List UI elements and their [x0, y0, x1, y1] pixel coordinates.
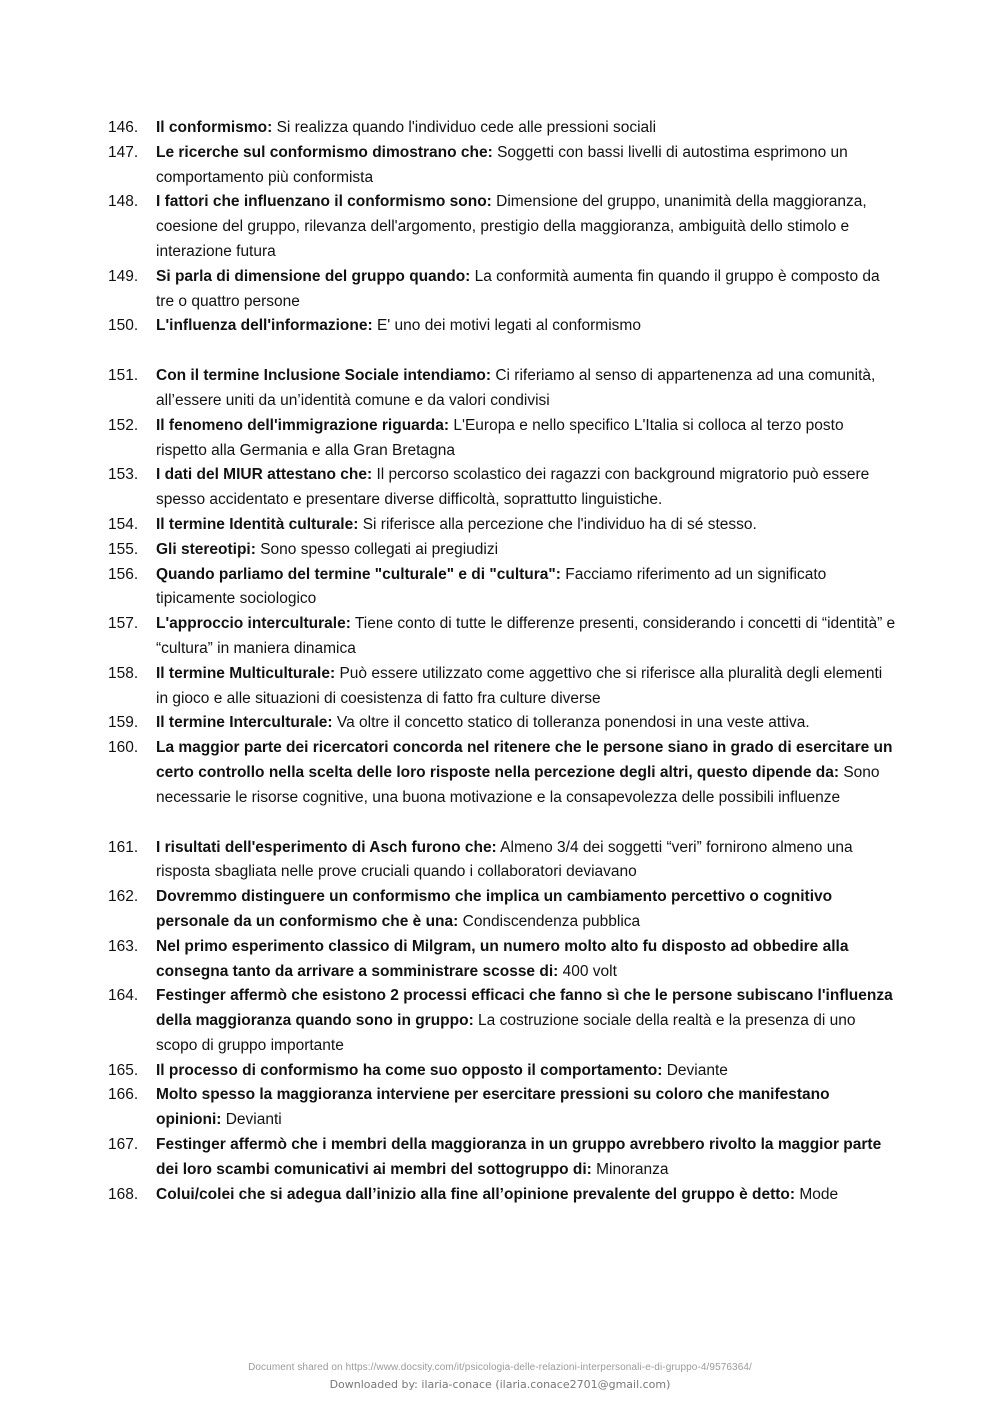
item-text	[156, 1133, 898, 1183]
item-question: Colui/colei che si adegua dall’inizio alla fine all’opinione prevalente del gruppo è detto:	[156, 1185, 796, 1203]
item-text	[156, 711, 898, 736]
list-item	[108, 984, 898, 1058]
item-answer: Mode	[795, 1185, 839, 1203]
item-question: La maggior parte dei ricercatori concorda nel ritenere che le persone siano in grado di esercitare un certo controllo nella scelta delle loro risposte nella percezione degli altri, questo dipende da:	[156, 739, 893, 781]
item-number: 154.	[108, 515, 139, 533]
list-item	[108, 1133, 898, 1183]
list-item	[108, 662, 898, 712]
item-number: 149.	[108, 267, 139, 285]
item-number: 159.	[108, 714, 139, 732]
item-answer: Minoranza	[591, 1160, 669, 1178]
item-question: I dati del MIUR attestano che:	[156, 466, 373, 484]
item-number: 165.	[108, 1061, 139, 1079]
item-answer: Va oltre il concetto statico di tolleranza ponendosi in una veste attiva.	[332, 714, 810, 732]
item-answer: Può essere utilizzato come aggettivo che si riferisce alla pluralità degli elementi in gioco e alle situazioni di coesistenza di fatto fra culture diverse	[156, 664, 883, 707]
item-text	[156, 538, 898, 563]
list-item	[108, 414, 898, 464]
question-answer-list	[108, 116, 898, 1207]
item-text	[156, 116, 898, 141]
item-text	[156, 314, 898, 339]
footer-shared-notice: Document shared on https://www.docsity.com/it/psicologia-delle-relazioni-interpersonali-e-di-gruppo-4/9576364/	[248, 1362, 752, 1373]
item-number: 153.	[108, 466, 139, 484]
item-text	[156, 885, 898, 935]
item-number: 158.	[108, 664, 139, 682]
item-text	[156, 1183, 898, 1208]
item-answer: Il percorso scolastico dei ragazzi con background migratorio può essere spesso accidentato e presentare diverse difficoltà, soprattutto linguistiche.	[156, 466, 870, 509]
item-question: L'influenza dell'informazione:	[156, 317, 373, 335]
item-number: 147.	[108, 143, 139, 161]
list-item	[108, 463, 898, 513]
item-number: 148.	[108, 193, 139, 211]
item-answer: Ci riferiamo al senso di appartenenza ad una comunità, all’essere uniti da un’identità comune e da valori condivisi	[156, 367, 876, 409]
item-text	[156, 935, 898, 985]
list-item	[108, 513, 898, 538]
item-text	[156, 364, 898, 414]
item-number: 161.	[108, 838, 139, 856]
footer-downloaded-notice: Downloaded by: ilaria-conace (ilaria.conace2701@gmail.com)	[329, 1378, 671, 1391]
list-item	[108, 935, 898, 985]
item-question: Il termine Multiculturale:	[156, 664, 336, 682]
item-answer: 400 volt	[558, 962, 617, 980]
list-item	[108, 885, 898, 935]
item-answer: Sono spesso collegati ai pregiudizi	[255, 540, 499, 558]
list-item	[108, 265, 898, 315]
item-answer: Condiscendenza pubblica	[458, 912, 641, 930]
item-question: Le ricerche sul conformismo dimostrano che:	[156, 143, 493, 161]
item-question: I fattori che influenzano il conformismo sono:	[156, 193, 492, 211]
item-question: Festinger affermò che i membri della maggioranza in un gruppo avrebbero rivolto la maggior parte dei loro scambi comunicativi ai membri del sottogruppo di:	[156, 1136, 882, 1178]
item-text	[156, 513, 898, 538]
item-number: 166.	[108, 1086, 139, 1104]
list-item	[108, 711, 898, 736]
item-text	[156, 563, 898, 613]
list-item	[108, 116, 898, 141]
item-text	[156, 662, 898, 712]
list-item	[108, 1059, 898, 1084]
item-number: 167.	[108, 1136, 139, 1154]
list-item	[108, 1183, 898, 1208]
item-number: 146.	[108, 119, 139, 136]
item-text	[156, 612, 898, 662]
list-item	[108, 736, 898, 810]
item-answer: E' uno dei motivi legati al conformismo	[372, 317, 641, 335]
item-answer: L'Europa e nello specifico L'Italia si colloca al terzo posto rispetto alla Germania e alla Gran Bretagna	[156, 416, 844, 459]
item-text	[156, 984, 898, 1058]
item-answer: Si realizza quando l'individuo cede alle pressioni sociali	[272, 119, 657, 136]
item-text	[156, 1083, 898, 1133]
item-answer: Facciamo riferimento ad un significato tipicamente sociologico	[156, 565, 827, 608]
item-question: Dovremmo distinguere un conformismo che implica un cambiamento percettivo o cognitivo personale da un conformismo che è una:	[156, 888, 833, 930]
item-answer: Almeno 3/4 dei soggetti “veri” fornirono almeno una risposta sbagliata nelle prove cruciali quando i collaboratori deviavano	[156, 838, 853, 881]
item-question: Con il termine Inclusione Sociale intendiamo:	[156, 367, 492, 385]
item-number: 157.	[108, 615, 139, 633]
item-question: Molto spesso la maggioranza interviene per esercitare pressioni su coloro che manifestano opinioni:	[156, 1086, 830, 1129]
item-number: 163.	[108, 937, 139, 955]
item-question: Festinger affermò che esistono 2 processi efficaci che fanno sì che le persone subiscano l'influenza della maggioranza quando sono in gruppo:	[156, 987, 893, 1030]
item-text	[156, 414, 898, 464]
item-text	[156, 190, 898, 264]
item-question: Quando parliamo del termine "culturale" e di "cultura":	[156, 565, 561, 583]
list-item	[108, 141, 898, 191]
list-item	[108, 314, 898, 339]
item-question: Il termine Interculturale:	[156, 714, 333, 732]
list-item	[108, 836, 898, 886]
item-question: Il termine Identità culturale:	[156, 515, 359, 533]
item-text	[156, 736, 898, 810]
item-answer: Soggetti con bassi livelli di autostima esprimono un comportamento più conformista	[156, 143, 848, 186]
item-number: 150.	[108, 317, 139, 335]
list-item	[108, 190, 898, 264]
item-number: 152.	[108, 416, 139, 434]
item-question: Il fenomeno dell'immigrazione riguarda:	[156, 416, 450, 434]
item-number: 155.	[108, 540, 139, 558]
list-item	[108, 538, 898, 563]
item-answer: La conformità aumenta fin quando il gruppo è composto da tre o quattro persone	[156, 267, 880, 310]
item-question: Il processo di conformismo ha come suo opposto il comportamento:	[156, 1061, 663, 1079]
item-number: 162.	[108, 888, 139, 906]
list-item	[108, 563, 898, 613]
item-number: 164.	[108, 987, 139, 1005]
item-answer: La costruzione sociale della realtà e la presenza di uno scopo di gruppo importante	[156, 1012, 856, 1054]
item-number: 156.	[108, 565, 139, 583]
list-item	[108, 364, 898, 414]
item-number: 168.	[108, 1185, 139, 1203]
item-text	[156, 265, 898, 315]
item-number: 160.	[108, 739, 139, 757]
item-text	[156, 1059, 898, 1084]
item-answer: Dimensione del gruppo, unanimità della maggioranza, coesione del gruppo, rilevanza dell'argomento, prestigio della maggioranza, ambiguità dello stimolo e interazione futura	[156, 193, 867, 260]
list-item	[108, 612, 898, 662]
item-question: Gli stereotipi:	[156, 540, 256, 558]
item-answer: Devianti	[221, 1111, 282, 1129]
item-question: Si parla di dimensione del gruppo quando:	[156, 267, 471, 285]
item-answer: Deviante	[662, 1061, 728, 1079]
item-question: I risultati dell'esperimento di Asch furono che:	[156, 838, 497, 856]
item-question: Nel primo esperimento classico di Milgram, un numero molto alto fu disposto ad obbedire alla consegna tanto da arrivare a somministrare scosse di:	[156, 937, 849, 980]
item-answer: Si riferisce alla percezione che l'individuo ha di sé stesso.	[358, 515, 757, 533]
item-answer: Tiene conto di tutte le differenze presenti, considerando i concetti di “identità” e “cultura” in maniera dinamica	[156, 615, 896, 657]
item-answer: Sono necessarie le risorse cognitive, una buona motivazione e la consapevolezza delle possibili influenze	[156, 763, 880, 806]
item-question: L'approccio interculturale:	[156, 615, 351, 633]
item-text	[156, 836, 898, 886]
item-question: Il conformismo:	[156, 119, 273, 136]
item-text	[156, 141, 898, 191]
list-item	[108, 1083, 898, 1133]
item-number: 151.	[108, 367, 139, 385]
item-text	[156, 463, 898, 513]
